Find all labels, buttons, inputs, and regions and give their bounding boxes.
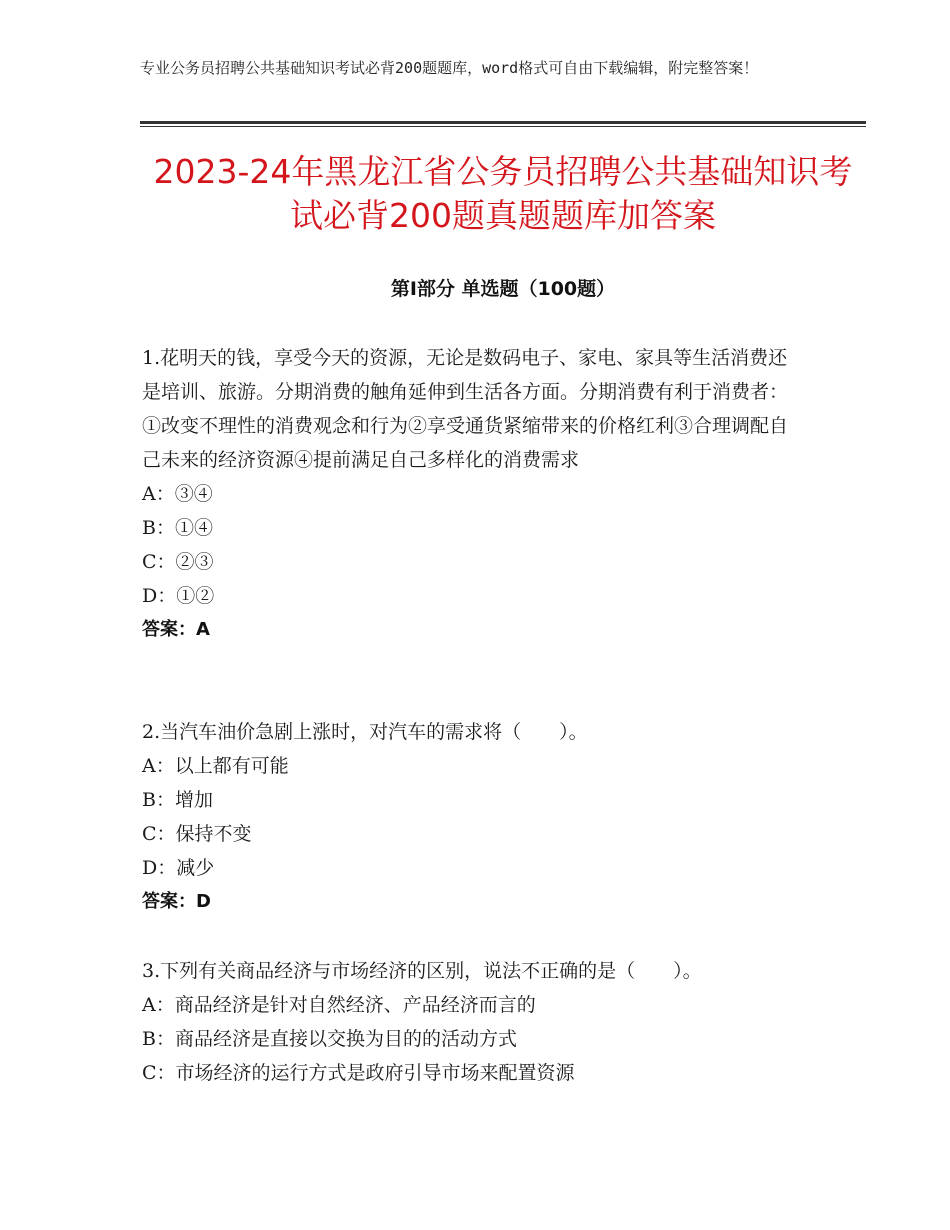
question-stem: 3.下列有关商品经济与市场经济的区别，说法不正确的是（ ）。 (142, 960, 702, 982)
question-stem: 1.花明天的钱，享受今天的资源，无论是数码电子、家电、家具等生活消费还是培训、旅游。分期消费的触角延伸到生活各方面。分期消费有利于消费者：①改变不理性的消费观念和行为②享受通货紧缩带来的价格红利③合理调配自己未来的经济资源④提前满足自己多样化的消费需求 (142, 347, 789, 471)
option-c: C：②③ (142, 551, 214, 573)
section-heading: 第Ⅰ部分 单选题（100题） (390, 278, 616, 300)
header-rule-thick (140, 121, 866, 124)
header-rule-thin (140, 126, 866, 127)
option-b: B：①④ (142, 517, 213, 539)
option-b: B：增加 (142, 789, 213, 811)
option-a: A：③④ (142, 483, 213, 505)
answer: 答案：D (142, 891, 211, 912)
question-stem: 2.当汽车油价急剧上涨时，对汽车的需求将（ ）。 (142, 721, 588, 743)
document-title: 2023-24年黑龙江省公务员招聘公共基础知识考试必背200题真题题库加答案 (153, 152, 853, 235)
option-d: D：减少 (142, 857, 215, 879)
question-1 (142, 341, 802, 647)
option-c: C：市场经济的运行方式是政府引导市场来配置资源 (142, 1062, 575, 1084)
option-d: D：①② (142, 585, 215, 607)
option-a: A：以上都有可能 (142, 755, 289, 777)
option-c: C：保持不变 (142, 823, 252, 845)
question-2 (142, 715, 802, 919)
header-note: 专业公务员招聘公共基础知识考试必背200题题库，word格式可自由下载编辑，附完整答案！ (140, 59, 759, 77)
question-3 (142, 954, 802, 1090)
answer: 答案：A (142, 619, 210, 640)
option-a: A：商品经济是针对自然经济、产品经济而言的 (142, 994, 536, 1016)
option-b: B：商品经济是直接以交换为目的的活动方式 (142, 1028, 517, 1050)
